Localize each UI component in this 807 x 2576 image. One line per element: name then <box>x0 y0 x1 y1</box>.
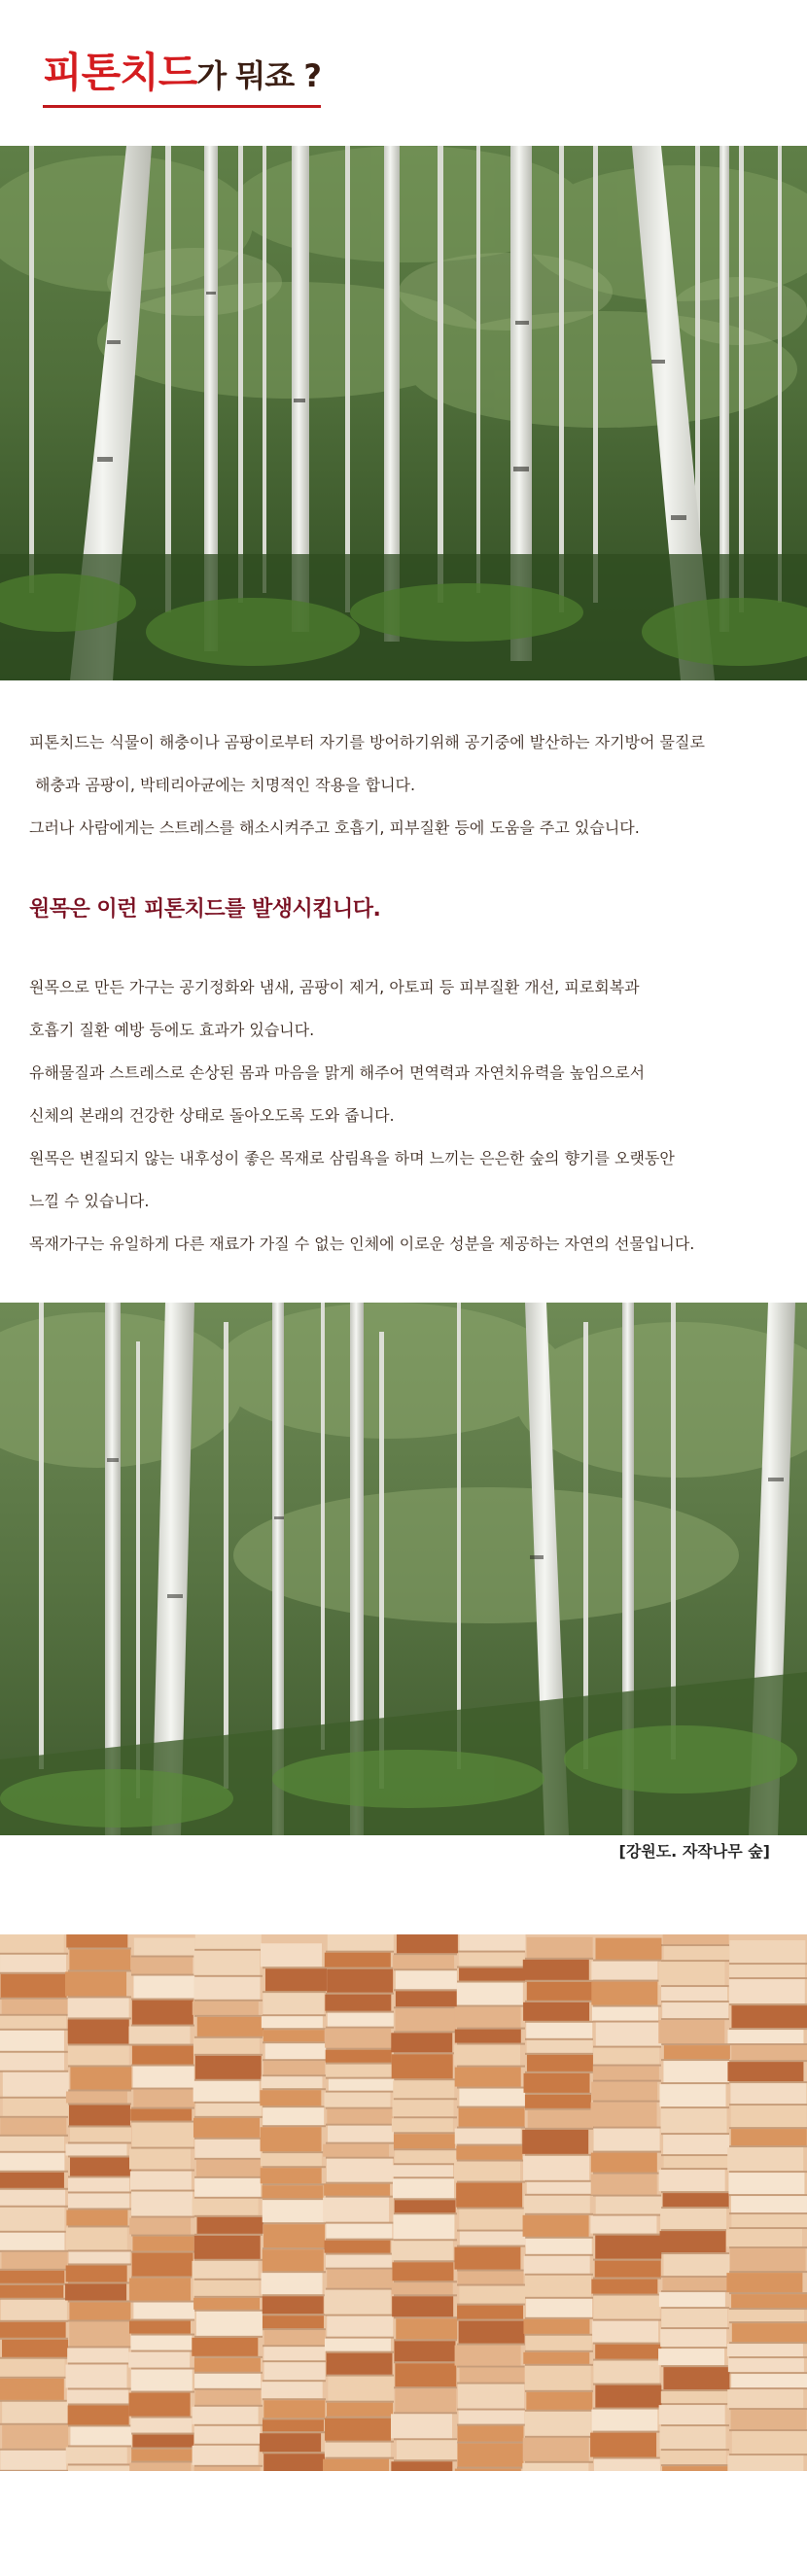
intro-line: 그러나 사람에게는 스트레스를 해소시켜주고 호흡기, 피부질환 등에 도움을 주고 있습니다. <box>29 818 640 837</box>
birch-forest-photo-bottom <box>0 1303 807 1835</box>
photo-caption: [강원도. 자작나무 숲] <box>618 1842 770 1861</box>
body-line: 느낄 수 있습니다. <box>29 1192 150 1210</box>
body-line: 신체의 본래의 건강한 상태로 돌아오도록 도와 줍니다. <box>29 1106 395 1125</box>
birch-forest-photo-top <box>0 146 807 680</box>
body-line: 원목은 변질되지 않는 내후성이 좋은 목재로 삼림욕을 하며 느끼는 은은한 숲의 향기를 오랫동안 <box>29 1149 675 1167</box>
body-line: 원목으로 만든 가구는 공기정화와 냄새, 곰팡이 제거, 아토피 등 피부질환 개선, 피로회복과 <box>29 978 640 996</box>
intro-line: 피톤치드는 식물이 해충이나 곰팡이로부터 자기를 방어하기위해 공기중에 발산하는 자기방어 물질로 <box>29 733 705 751</box>
intro-line: 해충과 곰팡이, 박테리아균에는 치명적인 작용을 합니다. <box>35 776 416 794</box>
title-rest: 가 뭐죠 ? <box>196 57 321 94</box>
section-heading: 원목은 이런 피톤치드를 발생시킵니다. <box>29 897 381 922</box>
body-line: 유해물질과 스트레스로 손상된 몸과 마음을 맑게 해주어 면역력과 자연치유력을 높임으로서 <box>29 1063 646 1082</box>
body-line: 호흡기 질환 예방 등에도 효과가 있습니다. <box>29 1021 315 1039</box>
page-title <box>43 41 321 108</box>
body-line: 목재가구는 유일하게 다른 재료가 가질 수 없는 인체에 이로운 성분을 제공하는 자연의 선물입니다. <box>29 1235 695 1253</box>
stacked-lumber-photo <box>0 1934 807 2471</box>
title-highlight: 피톤치드 <box>43 49 197 96</box>
